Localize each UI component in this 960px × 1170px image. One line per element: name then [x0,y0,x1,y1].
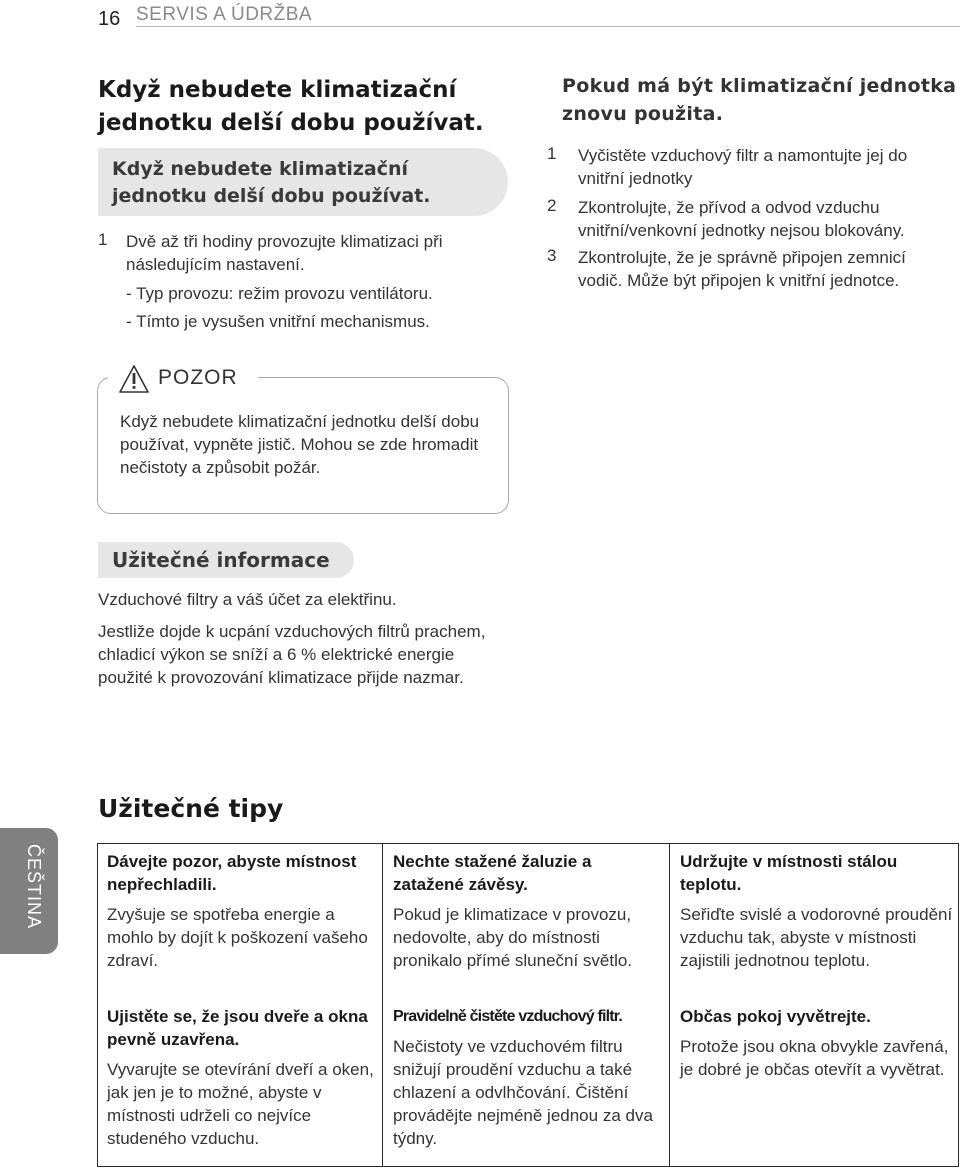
tip-body: Pokud je klimatizace v provozu, nedovolte, aby do místnosti pronikalo přímé sluneční světlo. [393,905,633,970]
table-divider [669,843,670,1167]
caution-title: POZOR [158,366,238,389]
tip-title: Ujistěte se, že jsou dveře a okna pevně uzavřena. [107,1007,368,1049]
step-number: 1 [547,144,557,163]
tip-cell [107,850,375,972]
header-rule [136,26,960,27]
tip-title: Dávejte pozor, abyste místnost nepřechladili. [107,852,357,894]
tip-cell [107,1005,375,1150]
tip-cell [680,850,958,972]
left-heading: Když nebudete klimatizační jednotku delší dobu používat. [98,77,484,136]
info-title: Užitečné informace [112,548,330,572]
tips-heading: Užitečné tipy [98,794,284,823]
step-text: Zkontrolujte, že přívod a odvod vzduchu vnitřní/venkovní jednotky nejsou blokovány. [578,198,905,240]
table-divider [382,843,383,1167]
tip-cell [680,1005,958,1081]
bullet-item: - Typ provozu: režim provozu ventilátoru. [126,284,433,303]
step-text: Vyčistěte vzduchový filtr a namontujte jej do vnitřní jednotky [578,146,908,188]
right-heading: Pokud má být klimatizační jednotka znovu použita. [562,75,957,125]
tip-title: Nechte stažené žaluzie a zatažené závěsy. [393,852,592,894]
tip-title: Udržujte v místnosti stálou teplotu. [680,852,898,894]
section-title: SERVIS A ÚDRŽBA [136,4,313,25]
step-number: 1 [98,230,108,249]
tip-title: Občas pokoj vyvětrejte. [680,1007,871,1026]
tip-body: Protože jsou okna obvykle zavřená, je dobré je občas otevřít a vyvětrat. [680,1037,949,1079]
bullet-item: - Tímto je vysušen vnitřní mechanismus. [126,312,430,331]
tip-body: Nečistoty ve vzduchovém filtru snižují proudění vzduchu a také chlazení a odvlhčování. Čištění provádějte nejméně jednou za dva týdny. [393,1037,653,1148]
left-sub-heading: Když nebudete klimatizační jednotku delší dobu používat. [112,158,431,207]
info-paragraph: Vzduchové filtry a váš účet za elektřinu. [98,590,397,609]
info-paragraph: Jestliže dojde k ucpání vzduchových filtrů prachem, chladicí výkon se sníží a 6 % elektrické energie použité k provozování klimatizace přijde nazmar. [98,622,486,687]
step-text: Dvě až tři hodiny provozujte klimatizaci při následujícím nastavení. [126,232,443,274]
tip-body: Zvyšuje se spotřeba energie a mohlo by dojít k poškození vašeho zdraví. [107,905,368,970]
tip-body: Seřiďte svislé a vodorovné proudění vzduchu tak, abyste v místnosti zajistili jednotnou teplotu. [680,905,953,970]
caution-text: Když nebudete klimatizační jednotku delší dobu používat, vypněte jistič. Mohou se zde hromadit nečistoty a způsobit požár. [120,412,480,477]
warning-triangle-icon [118,364,150,394]
tip-title: Pravidelně čistěte vzduchový filtr. [393,1008,622,1025]
tip-cell [393,850,661,972]
tip-cell [393,1005,665,1150]
step-number: 2 [547,196,557,215]
step-text: Zkontrolujte, že je správně připojen zemnicí vodič. Může být připojen k vnitřní jednotce. [578,248,906,290]
tip-body: Vyvarujte se otevírání dveří a oken, jak jen je to možné, abyste v místnosti udrželi co nejvíce studeného vzduchu. [107,1060,374,1148]
step-number: 3 [547,246,557,265]
language-side-tab-label: ČEŠTINA [24,844,44,930]
page-number: 16 [98,8,121,30]
